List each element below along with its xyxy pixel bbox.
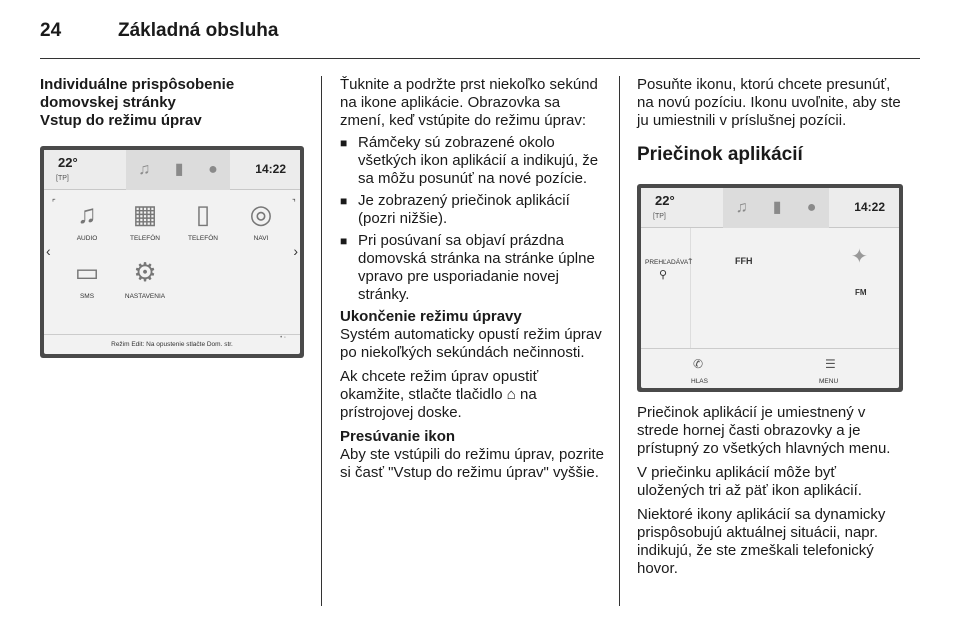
phone-icon: ▮ — [772, 199, 782, 216]
paragraph: Ak chcete režim úprav opustiť okamžite, stlačte tlačidlo ⌂ na prístrojovej doske. — [340, 368, 539, 421]
bottom-bar: ✆ HLAS ☰ MENU — [641, 348, 899, 388]
app-folder-screen-figure — [637, 184, 903, 392]
column-2 — [340, 76, 606, 482]
paragraph: Ťuknite a podržte prst niekoľko sekúnd na ikone aplikácie. Obrazovka sa zmení, keď vstúpite do režimu úprav: — [340, 76, 598, 129]
paragraph: Posuňte ikonu, ktorú chcete presunúť, na novú pozíciu. Ikonu uvoľnite, aby ste ju umiestnili v príslušnej pozícii. — [637, 76, 901, 129]
screen — [44, 150, 300, 354]
browse-pane: PREHĽADÁVAŤ ⚲ — [641, 228, 691, 348]
app-settings: ⚙ NASTAVENIA — [116, 256, 174, 306]
app-sms: ▭ SMS — [58, 256, 116, 306]
menu-icon: ☰ — [825, 357, 836, 371]
app-tray — [126, 150, 230, 190]
gear-icon: ⚙ — [133, 257, 157, 287]
list-item: ■ Pri posúvaní sa objaví prázdna domovská stránka na stránke úplne vpravo pre usporiadanie novej stránky. — [340, 232, 606, 304]
voice-icon: ✆ — [693, 357, 704, 371]
section-heading: Presúvanie ikon — [340, 428, 456, 445]
app-phone-2: ▯ TELEFÓN — [174, 198, 232, 248]
chevron-right-icon: › — [293, 243, 298, 259]
top-bar — [641, 188, 899, 228]
chevron-left-icon: ‹ — [46, 243, 51, 259]
music-icon: ♫ — [735, 199, 748, 216]
bullet-list — [340, 134, 606, 304]
circle-icon: ● — [806, 199, 817, 216]
page-title: Základná obsluha — [118, 20, 279, 41]
paragraph: Priečinok aplikácií je umiestnený v strede hornej časti obrazovky a je prístupný zo všetkých hlavných menu. — [637, 404, 891, 457]
band-label: FM — [855, 288, 867, 297]
clock: 14:22 — [854, 200, 885, 214]
paragraph: Niektoré ikony aplikácií sa dynamicky prispôsobujú aktuálnej situácii, napr. indikujú, že ste zmeškali telefonický hovor. — [637, 506, 886, 577]
music-icon: ♫ — [138, 161, 151, 178]
radio-icon: ✦ — [851, 246, 868, 268]
circle-icon: ● — [208, 161, 218, 178]
header-rule — [40, 58, 920, 59]
app-phone: ▦ TELEFÓN — [116, 198, 174, 248]
phone-icon: ▦ — [132, 199, 158, 229]
list-item: ■ Rámčeky sú zobrazené okolo všetkých ikon aplikácií a indikujú, že sa môžu posunúť na nové pozície. — [340, 134, 606, 188]
paragraph: V priečinku aplikácií môže byť uložených tri až päť ikon aplikácií. — [637, 464, 862, 499]
sub-heading: Vstup do režimu úprav — [40, 112, 202, 129]
music-note-icon: ♫ — [77, 199, 97, 229]
temperature: 22° — [655, 193, 675, 208]
column-3 — [637, 76, 907, 578]
tp-label: [TP] — [653, 213, 666, 220]
compass-icon: ◎ — [249, 199, 273, 229]
station-name: FFH — [735, 256, 753, 266]
app-audio: ♫ AUDIO — [58, 198, 116, 248]
column-divider — [321, 76, 322, 606]
tp-label: [TP] — [56, 175, 69, 182]
app-grid: ⌜ ⌝ ‹ › ♫ AUDIO ▦ TELEFÓN ▯ TELEFÓN ◎ NAVI ▭ SMS ⚙ NASTAVENIA — [44, 190, 300, 334]
edit-mode-screen-figure — [40, 146, 304, 358]
section-heading: Priečinok aplikácií — [637, 144, 803, 165]
phone-handset-icon: ▯ — [195, 199, 211, 229]
app-tray — [723, 188, 829, 228]
top-bar — [44, 150, 300, 190]
page-dots: • ◦ — [280, 335, 286, 341]
paragraph: Systém automaticky opustí režim úprav po niekoľkých sekúndách nečinnosti. — [340, 326, 602, 361]
page-header — [40, 20, 278, 46]
message-icon: ▭ — [74, 257, 100, 287]
temperature: 22° — [58, 155, 78, 170]
status-bar: Režim Edit: Na opustenie stlačte Dom. str. — [44, 334, 300, 354]
paragraph: Aby ste vstúpili do režimu úprav, pozrite si časť "Vstup do režimu úprav" vyššie. — [340, 446, 605, 481]
page-number: 24 — [40, 20, 62, 41]
section-heading: Individuálne prispôsobenie domovskej stránky — [40, 76, 235, 111]
column-1 — [40, 76, 304, 358]
search-icon: ⚲ — [659, 269, 668, 281]
clock: 14:22 — [255, 162, 286, 176]
app-navi: ◎ NAVI — [232, 198, 290, 248]
column-divider — [619, 76, 620, 606]
section-heading: Ukončenie režimu úpravy — [340, 308, 522, 325]
phone-icon: ▮ — [174, 161, 184, 178]
home-icon: ⌂ — [506, 386, 516, 403]
list-item: ■ Je zobrazený priečinok aplikácií (pozri nižšie). — [340, 192, 606, 228]
screen — [641, 188, 899, 388]
